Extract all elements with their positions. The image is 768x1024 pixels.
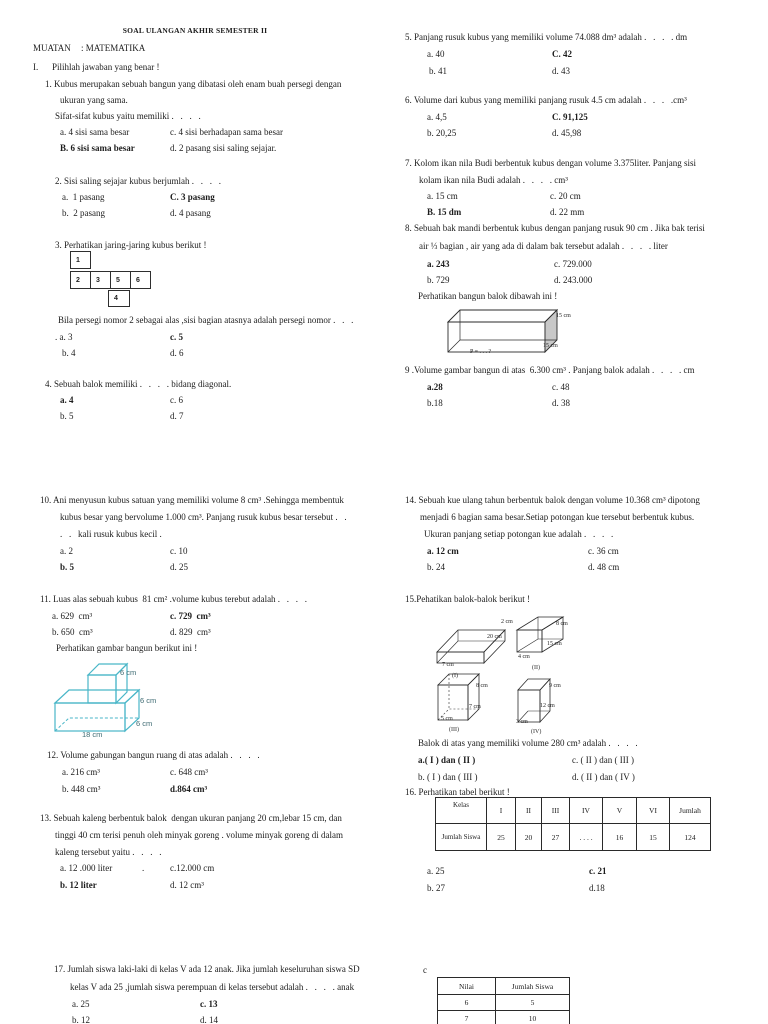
composite-figure — [50, 652, 145, 737]
q8-line-1: 8. Sebuah bak mandi berbentuk kubus dengan panjang rusuk 90 cm . Jika bak terisi — [405, 223, 705, 233]
q9-stem: 9 .Volume gambar bangun di atas 6.300 cm³ . Panjang balok adalah . . . . cm — [405, 365, 695, 375]
q5-stem: 5. Panjang rusuk kubus yang memiliki volume 74.088 dm³ adalah . . . . dm — [405, 32, 688, 42]
cube-net-square-5: 5 — [110, 271, 131, 289]
section-instruction: Pilihlah jawaban yang benar ! — [52, 62, 160, 72]
q11-option-d: d. 829 cm³ — [170, 627, 211, 637]
q3-question: Bila persegi nomor 2 sebagai alas ,sisi bagian atasnya adalah persegi nomor . . . — [58, 315, 354, 325]
q9-option-a: a.28 — [427, 382, 443, 392]
table-cell: Jumlah — [670, 798, 711, 824]
q1-option-b: B. 6 sisi sama besar — [60, 143, 135, 153]
q15-option-b: b. ( I ) dan ( III ) — [418, 772, 478, 782]
q7-line-1: 7. Kolom ikan nila Budi berbentuk kubus dengan volume 3.375liter. Panjang sisi — [405, 158, 696, 168]
q17-option-a: a. 25 — [72, 999, 90, 1009]
q11-option-a: a. 629 cm³ — [52, 611, 93, 621]
balok-depth-label: 15 cm — [543, 343, 558, 349]
q10-line-1: 10. Ani menyusun kubus satuan yang memiliki volume 8 cm³ .Sehingga membentuk — [40, 495, 344, 505]
q14-option-c: c. 36 cm — [588, 546, 619, 556]
q16-stem: 16. Perhatikan tabel berikut ! — [405, 787, 510, 797]
doc-title: SOAL ULANGAN AKHIR SEMESTER II — [122, 26, 268, 35]
balok-ii-dim-2: 15 cm — [547, 641, 562, 647]
q1-option-d: d. 2 pasang sisi saling sejajar. — [170, 143, 277, 153]
q12-stem: 12. Volume gabungan bangun ruang di atas adalah . . . . — [47, 750, 260, 760]
table-cell: Jumlah Siswa — [496, 978, 570, 995]
balok-iv-dim-1: 9 cm — [549, 683, 561, 689]
q15-option-a: a.( I ) dan ( II ) — [418, 755, 476, 765]
table-cell: Jumlah Siswa — [436, 824, 487, 851]
table-cell: II — [516, 798, 542, 824]
q14-line-2: menjadi 6 bagian sama besar.Setiap potongan kue tersebut berbentuk kubus. — [420, 512, 695, 522]
q8-line-2: air ⅓ bagian , air yang ada di dalam bak tersebut adalah . . . . liter — [419, 241, 668, 251]
q14-option-a: a. 12 cm — [427, 546, 459, 556]
balok-i-figure — [432, 616, 510, 668]
q16-option-c: c. 21 — [589, 866, 607, 876]
q17-option-d: d. 14 — [200, 1015, 218, 1024]
table-cell: 15 — [637, 824, 670, 851]
q2-stem: 2. Sisi saling sejajar kubus berjumlah . . . . — [55, 176, 221, 186]
cube-net-square-6: 6 — [130, 271, 151, 289]
table-cell: 124 — [670, 824, 711, 851]
q7-line-2: kolam ikan nila Budi adalah . . . . cm³ — [419, 175, 568, 185]
q3-option-c: c. 5 — [170, 332, 183, 342]
q8-option-b: b. 729 — [427, 275, 450, 285]
q6-option-b: b. 20,25 — [427, 128, 457, 138]
q7-option-c: c. 20 cm — [550, 191, 581, 201]
q8-option-d: d. 243.000 — [554, 275, 593, 285]
table-cell: Kelas — [436, 798, 487, 824]
q1-line-2: ukuran yang sama. — [60, 95, 128, 105]
composite-width-label: 18 cm — [82, 730, 103, 739]
q9-option-c: c. 48 — [552, 382, 570, 392]
q17-line-2: kelas V ada 25 ,jumlah siswa perempuan di kelas tersebut adalah . . . . anak — [70, 982, 355, 992]
q17-option-c: c. 13 — [200, 999, 218, 1009]
q8-note: Perhatikan bangun balok dibawah ini ! — [418, 291, 558, 301]
q5-option-a: a. 40 — [427, 49, 445, 59]
q2-option-c: C. 3 pasang — [170, 192, 215, 202]
q7-option-d: d. 22 mm — [550, 207, 585, 217]
q6-stem: 6. Volume dari kubus yang memiliki panjang rusuk 4.5 cm adalah . . . .cm³ — [405, 95, 687, 105]
q1-line-3: Sifat-sifat kubus yaitu memiliki . . . . — [55, 111, 201, 121]
q10-line-3: . . kali rusuk kubus kecil . — [60, 529, 162, 539]
table-cell: . . . . — [570, 824, 603, 851]
q16-option-b: b. 27 — [427, 883, 445, 893]
q5-option-d: d. 43 — [552, 66, 570, 76]
q1-line-1: 1. Kubus merupakan sebuah bangun yang dibatasi oleh enam buah persegi dengan — [45, 79, 342, 89]
q7-option-b: B. 15 dm — [427, 207, 462, 217]
q14-option-d: d. 48 cm — [588, 562, 620, 572]
table-cell: VI — [637, 798, 670, 824]
cube-net-square-2: 2 — [70, 271, 91, 289]
q4-stem: 4. Sebuah balok memiliki . . . . bidang diagonal. — [45, 379, 232, 389]
q13-line-1: 13. Sebuah kaleng berbentuk balok dengan ukuran panjang 20 cm,lebar 15 cm, dan — [40, 813, 342, 823]
stray-letter-c: c — [423, 965, 427, 975]
q15-option-d: d. ( II ) dan ( IV ) — [572, 772, 635, 782]
composite-depth-label: 6 cm — [136, 719, 153, 728]
q8-option-c: c. 729.000 — [554, 259, 592, 269]
table-cell: 27 — [542, 824, 570, 851]
q11-option-c: c. 729 cm³ — [170, 611, 211, 621]
q14-option-b: b. 24 — [427, 562, 445, 572]
q11-stem: 11. Luas alas sebuah kubus 81 cm² .volume kubus terebut adalah . . . . — [40, 594, 308, 604]
balok-length-label: P = . . . ? — [470, 349, 492, 355]
q10-option-a: a. 2 — [60, 546, 73, 556]
section-number: I. — [33, 62, 39, 72]
table-cell: 20 — [516, 824, 542, 851]
q8-option-a: a. 243 — [427, 259, 450, 269]
balok-iii-dim-3: 5 cm — [441, 716, 453, 722]
q10-line-2: kubus besar yang bervolume 1.000 cm³. Panjang rusuk kubus besar tersebut . . — [60, 512, 347, 522]
q12-option-b: b. 448 cm³ — [62, 784, 101, 794]
q15-option-c: c. ( II ) dan ( III ) — [572, 755, 634, 765]
table-cell: 25 — [487, 824, 516, 851]
balok-ii-caption: (II) — [532, 665, 540, 671]
balok-iii-dim-1: 8 cm — [476, 683, 488, 689]
q10-option-d: d. 25 — [170, 562, 188, 572]
balok-iv-caption: (IV) — [531, 729, 542, 735]
q14-line-1: 14. Sebuah kue ulang tahun berbentuk balok dengan volume 10.368 cm³ dipotong — [405, 495, 700, 505]
q15-question: Balok di atas yang memiliki volume 280 cm³ adalah . . . . — [418, 738, 638, 748]
q1-option-c: c. 4 sisi berhadapan sama besar — [170, 127, 283, 137]
composite-cube-label: 6 cm — [120, 668, 137, 677]
q7-option-a: a. 15 cm — [427, 191, 458, 201]
q16-option-d: d.18 — [589, 883, 605, 893]
q2-option-d: d. 4 pasang — [170, 208, 211, 218]
cube-net-square-4: 4 — [108, 290, 130, 307]
balok-iv-dim-2: 12 cm — [540, 703, 555, 709]
table-cell: 6 — [438, 995, 496, 1011]
q9-option-b: b.18 — [427, 398, 443, 408]
q4-option-d: d. 7 — [170, 411, 184, 421]
balok-iii-caption: (III) — [449, 727, 459, 733]
q13-line-2: tinggi 40 cm terisi penuh oleh minyak goreng . volume minyak goreng di dalam — [55, 830, 343, 840]
q13-stray-dot: . — [142, 863, 145, 873]
balok-i-caption: (I) — [452, 673, 458, 679]
table-cell: 7 — [438, 1011, 496, 1024]
nilai-table — [437, 977, 570, 1024]
q13-option-b: b. 12 liter — [60, 880, 97, 890]
q2-option-a: a. 1 pasang — [62, 192, 105, 202]
q17-line-1: 17. Jumlah siswa laki-laki di kelas V ada 12 anak. Jika jumlah keseluruhan siswa SD — [54, 964, 360, 974]
q11-note: Perhatikan gambar bangun berikut ini ! — [56, 643, 198, 653]
q3-option-a: . a. 3 — [55, 332, 73, 342]
q14-line-3: Ukuran panjang setiap potongan kue adalah . . . . — [424, 529, 614, 539]
q9-option-d: d. 38 — [552, 398, 570, 408]
table-cell: IV — [570, 798, 603, 824]
cube-net-square-3: 3 — [90, 271, 111, 289]
q3-option-b: b. 4 — [62, 348, 76, 358]
q2-option-b: b. 2 pasang — [62, 208, 105, 218]
q17-option-b: b. 12 — [72, 1015, 90, 1024]
table-cell: I — [487, 798, 516, 824]
composite-height-label: 6 cm — [140, 696, 157, 705]
q13-line-3: kaleng tersebut yaitu . . . . — [55, 847, 162, 857]
q5-option-c: C. 42 — [552, 49, 572, 59]
balok-i-dim-3: 7 cm — [442, 662, 454, 668]
table-cell: V — [603, 798, 637, 824]
table-cell: Nilai — [438, 978, 496, 995]
q13-option-a: a. 12 .000 liter — [60, 863, 113, 873]
q12-option-a: a. 216 cm³ — [62, 767, 100, 777]
q3-option-d: d. 6 — [170, 348, 184, 358]
q4-option-b: b. 5 — [60, 411, 74, 421]
balok-i-dim-1: 2 cm — [501, 619, 513, 625]
q10-option-b: b. 5 — [60, 562, 75, 572]
q4-option-a: a. 4 — [60, 395, 74, 405]
q11-option-b: b. 650 cm³ — [52, 627, 93, 637]
balok-ii-dim-3: 4 cm — [518, 654, 530, 660]
muatan-value: : MATEMATIKA — [81, 43, 146, 53]
balok-ii-dim-1: 8 cm — [556, 621, 568, 627]
q12-option-c: c. 648 cm³ — [170, 767, 208, 777]
muatan-label: MUATAN — [33, 43, 71, 53]
table-cell: 10 — [496, 1011, 570, 1024]
q13-option-c: c.12.000 cm — [170, 863, 215, 873]
q10-option-c: c. 10 — [170, 546, 188, 556]
q6-option-c: C. 91,125 — [552, 112, 588, 122]
q1-option-a: a. 4 sisi sama besar — [60, 127, 130, 137]
q4-option-c: c. 6 — [170, 395, 183, 405]
balok-figure — [440, 304, 600, 356]
balok-i-dim-2: 20 cm — [487, 634, 502, 640]
table-cell: 5 — [496, 995, 570, 1011]
q13-option-d: d. 12 cm³ — [170, 880, 204, 890]
q6-option-a: a. 4,5 — [427, 112, 447, 122]
table-cell: III — [542, 798, 570, 824]
q15-stem: 15.Pehatikan balok-balok berikut ! — [405, 594, 530, 604]
balok-height-label: 15 cm — [556, 313, 571, 319]
balok-iv-dim-3: 3 cm — [516, 719, 528, 725]
kelas-table — [435, 797, 711, 851]
q16-option-a: a. 25 — [427, 866, 445, 876]
balok-ii-figure — [512, 612, 567, 660]
q12-option-d: d.864 cm³ — [170, 784, 208, 794]
table-cell: 16 — [603, 824, 637, 851]
q5-option-b: b. 41 — [429, 66, 447, 76]
cube-net-square-1: 1 — [70, 251, 91, 269]
q6-option-d: d. 45,98 — [552, 128, 582, 138]
balok-iii-dim-2: 7 cm — [469, 704, 481, 710]
q3-stem: 3. Perhatikan jaring-jaring kubus berikut ! — [55, 240, 207, 250]
